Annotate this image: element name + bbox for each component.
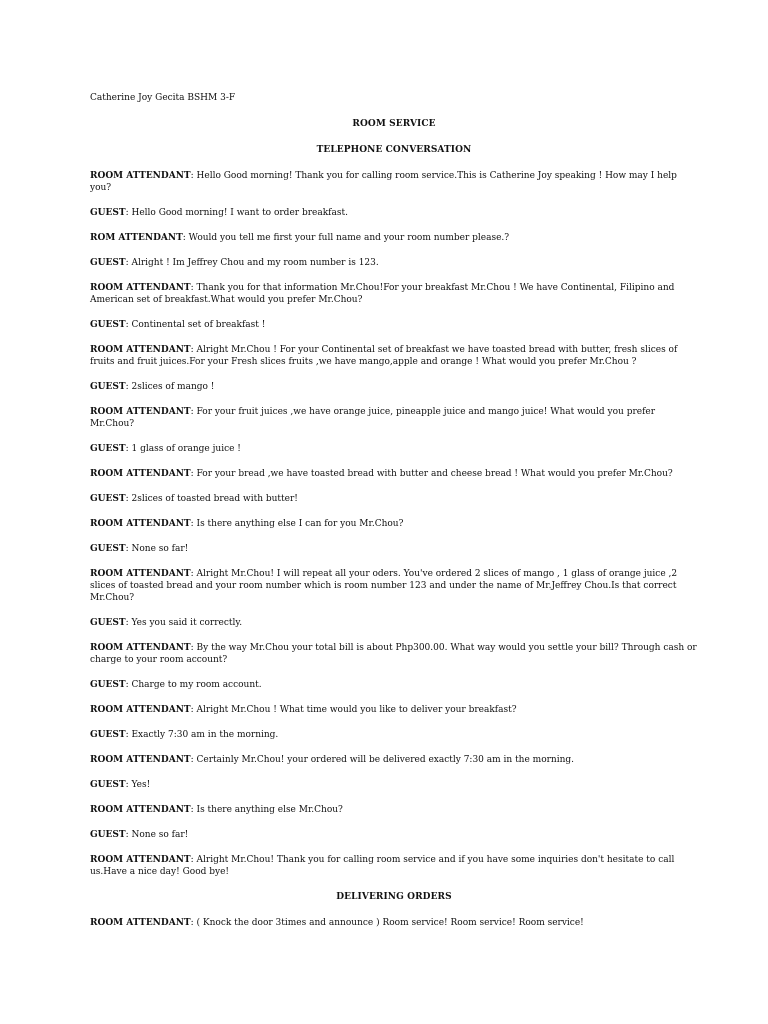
speaker-label: ROOM ATTENDANT: [90, 805, 191, 815]
dialogue-line: [90, 543, 698, 555]
speaker-label: ROOM ATTENDANT: [90, 469, 191, 479]
dialogue-line: [90, 779, 698, 791]
dialogue-text: : Yes!: [125, 780, 151, 790]
speaker-label: GUEST: [90, 258, 126, 268]
dialogue-line: [90, 729, 698, 741]
dialogue-line: [90, 282, 698, 306]
speaker-label: GUEST: [90, 444, 126, 454]
author-line: Catherine Joy Gecita BSHM 3-F: [90, 93, 236, 103]
dialogue-line: [90, 754, 698, 766]
speaker-label: GUEST: [90, 208, 126, 218]
dialogue-line: [90, 679, 698, 691]
speaker-label: GUEST: [90, 830, 126, 840]
dialogue-line: [90, 207, 698, 219]
dialogue-text: : By the way Mr.Chou your total bill is about Php300.00. What way would you settle your bill? Through cash or charge to your room account?: [90, 643, 697, 665]
dialogue-line: [90, 568, 698, 604]
dialogue-text: : Is there anything else Mr.Chou?: [190, 805, 343, 815]
dialogue-text: : For your bread ,we have toasted bread with butter and cheese bread ! What would you prefer Mr.Chou?: [190, 469, 673, 479]
speaker-label: ROM ATTENDANT: [90, 233, 183, 243]
speaker-label: ROOM ATTENDANT: [90, 569, 191, 579]
speaker-label: ROOM ATTENDANT: [90, 855, 191, 865]
dialogue-line: [90, 617, 698, 629]
dialogue-line: [90, 319, 698, 331]
dialogue-text: : Is there anything else I can for you Mr.Chou?: [190, 519, 404, 529]
dialogue-text: : 1 glass of orange juice !: [125, 444, 241, 454]
speaker-label: GUEST: [90, 382, 126, 392]
dialogue-text: : Hello Good morning! Thank you for calling room service.This is Catherine Joy speaking ! How may I help you?: [90, 171, 677, 193]
speaker-label: ROOM ATTENDANT: [90, 705, 191, 715]
dialogue-text: : 2slices of toasted bread with butter!: [125, 494, 298, 504]
dialogue-line: [90, 518, 698, 530]
dialogue-line: [90, 443, 698, 455]
dialogue-text: : Exactly 7:30 am in the morning.: [125, 730, 279, 740]
dialogue-text: : Certainly Mr.Chou! your ordered will be delivered exactly 7:30 am in the morning.: [190, 755, 575, 765]
dialogue-line: [90, 406, 698, 430]
dialogue-line: [90, 344, 698, 368]
dialogue-text: : Alright ! Im Jeffrey Chou and my room number is 123.: [125, 258, 379, 268]
speaker-label: ROOM ATTENDANT: [90, 643, 191, 653]
dialogue-text: : Hello Good morning! I want to order breakfast.: [125, 208, 348, 218]
dialogue-text: : ( Knock the door 3times and announce ) Room service! Room service! Room service!: [190, 918, 584, 928]
dialogue-line: [90, 917, 698, 929]
dialogue-line: [90, 232, 698, 244]
speaker-label: ROOM ATTENDANT: [90, 755, 191, 765]
dialogue-text: : Alright Mr.Chou! I will repeat all your oders. You've ordered 2 slices of mango , 1 glass of orange juice ,2 slices of toasted bread and your room number which is room number 123 and under the name of Mr.Jeffrey Chou.Is that correct Mr.Chou?: [90, 569, 678, 603]
speaker-label: GUEST: [90, 544, 126, 554]
speaker-label: ROOM ATTENDANT: [90, 171, 191, 181]
dialogue-text: : None so far!: [125, 830, 189, 840]
dialogue-line: [90, 804, 698, 816]
dialogue-line: [90, 468, 698, 480]
dialogue-text: : For your fruit juices ,we have orange juice, pineapple juice and mango juice! What would you prefer Mr.Chou?: [90, 407, 656, 429]
speaker-label: ROOM ATTENDANT: [90, 519, 191, 529]
section-heading-telephone: TELEPHONE CONVERSATION: [316, 145, 472, 155]
dialogue-line: [90, 704, 698, 716]
speaker-label: ROOM ATTENDANT: [90, 345, 191, 355]
dialogue-line: [90, 642, 698, 666]
dialogue-text: : 2slices of mango !: [125, 382, 215, 392]
speaker-label: ROOM ATTENDANT: [90, 407, 191, 417]
section-heading-delivering: DELIVERING ORDERS: [336, 892, 452, 902]
speaker-label: ROOM ATTENDANT: [90, 918, 191, 928]
dialogue-line: [90, 854, 698, 878]
dialogue-line: [90, 493, 698, 505]
dialogue-line: [90, 257, 698, 269]
dialogue-line: [90, 829, 698, 841]
conversation-block: [90, 170, 698, 878]
dialogue-text: : None so far!: [125, 544, 189, 554]
speaker-label: GUEST: [90, 730, 126, 740]
dialogue-text: : Thank you for that information Mr.Chou!For your breakfast Mr.Chou ! We have Continental, Filipino and American set of breakfast.What would you prefer Mr.Chou?: [90, 283, 675, 305]
speaker-label: GUEST: [90, 494, 126, 504]
dialogue-text: : Continental set of breakfast !: [125, 320, 266, 330]
dialogue-text: : Alright Mr.Chou! Thank you for calling room service and if you have some inquiries don't hesitate to call us.Have a nice day! Good bye!: [90, 855, 675, 877]
dialogue-text: : Would you tell me first your full name and your room number please.?: [182, 233, 510, 243]
dialogue-line: [90, 381, 698, 393]
document-title: ROOM SERVICE: [352, 119, 436, 129]
delivery-block: [90, 917, 698, 929]
dialogue-text: : Alright Mr.Chou ! What time would you like to deliver your breakfast?: [190, 705, 517, 715]
speaker-label: GUEST: [90, 618, 126, 628]
speaker-label: GUEST: [90, 680, 126, 690]
speaker-label: ROOM ATTENDANT: [90, 283, 191, 293]
speaker-label: GUEST: [90, 320, 126, 330]
speaker-label: GUEST: [90, 780, 126, 790]
dialogue-line: [90, 170, 698, 194]
dialogue-text: : Alright Mr.Chou ! For your Continental set of breakfast we have toasted bread with butter, fresh slices of fruits and fruit juices.For your Fresh slices fruits ,we have mango,apple and orange ! What would you prefer Mr.Chou ?: [90, 345, 678, 367]
dialogue-text: : Yes you said it correctly.: [125, 618, 243, 628]
dialogue-text: : Charge to my room account.: [125, 680, 262, 690]
